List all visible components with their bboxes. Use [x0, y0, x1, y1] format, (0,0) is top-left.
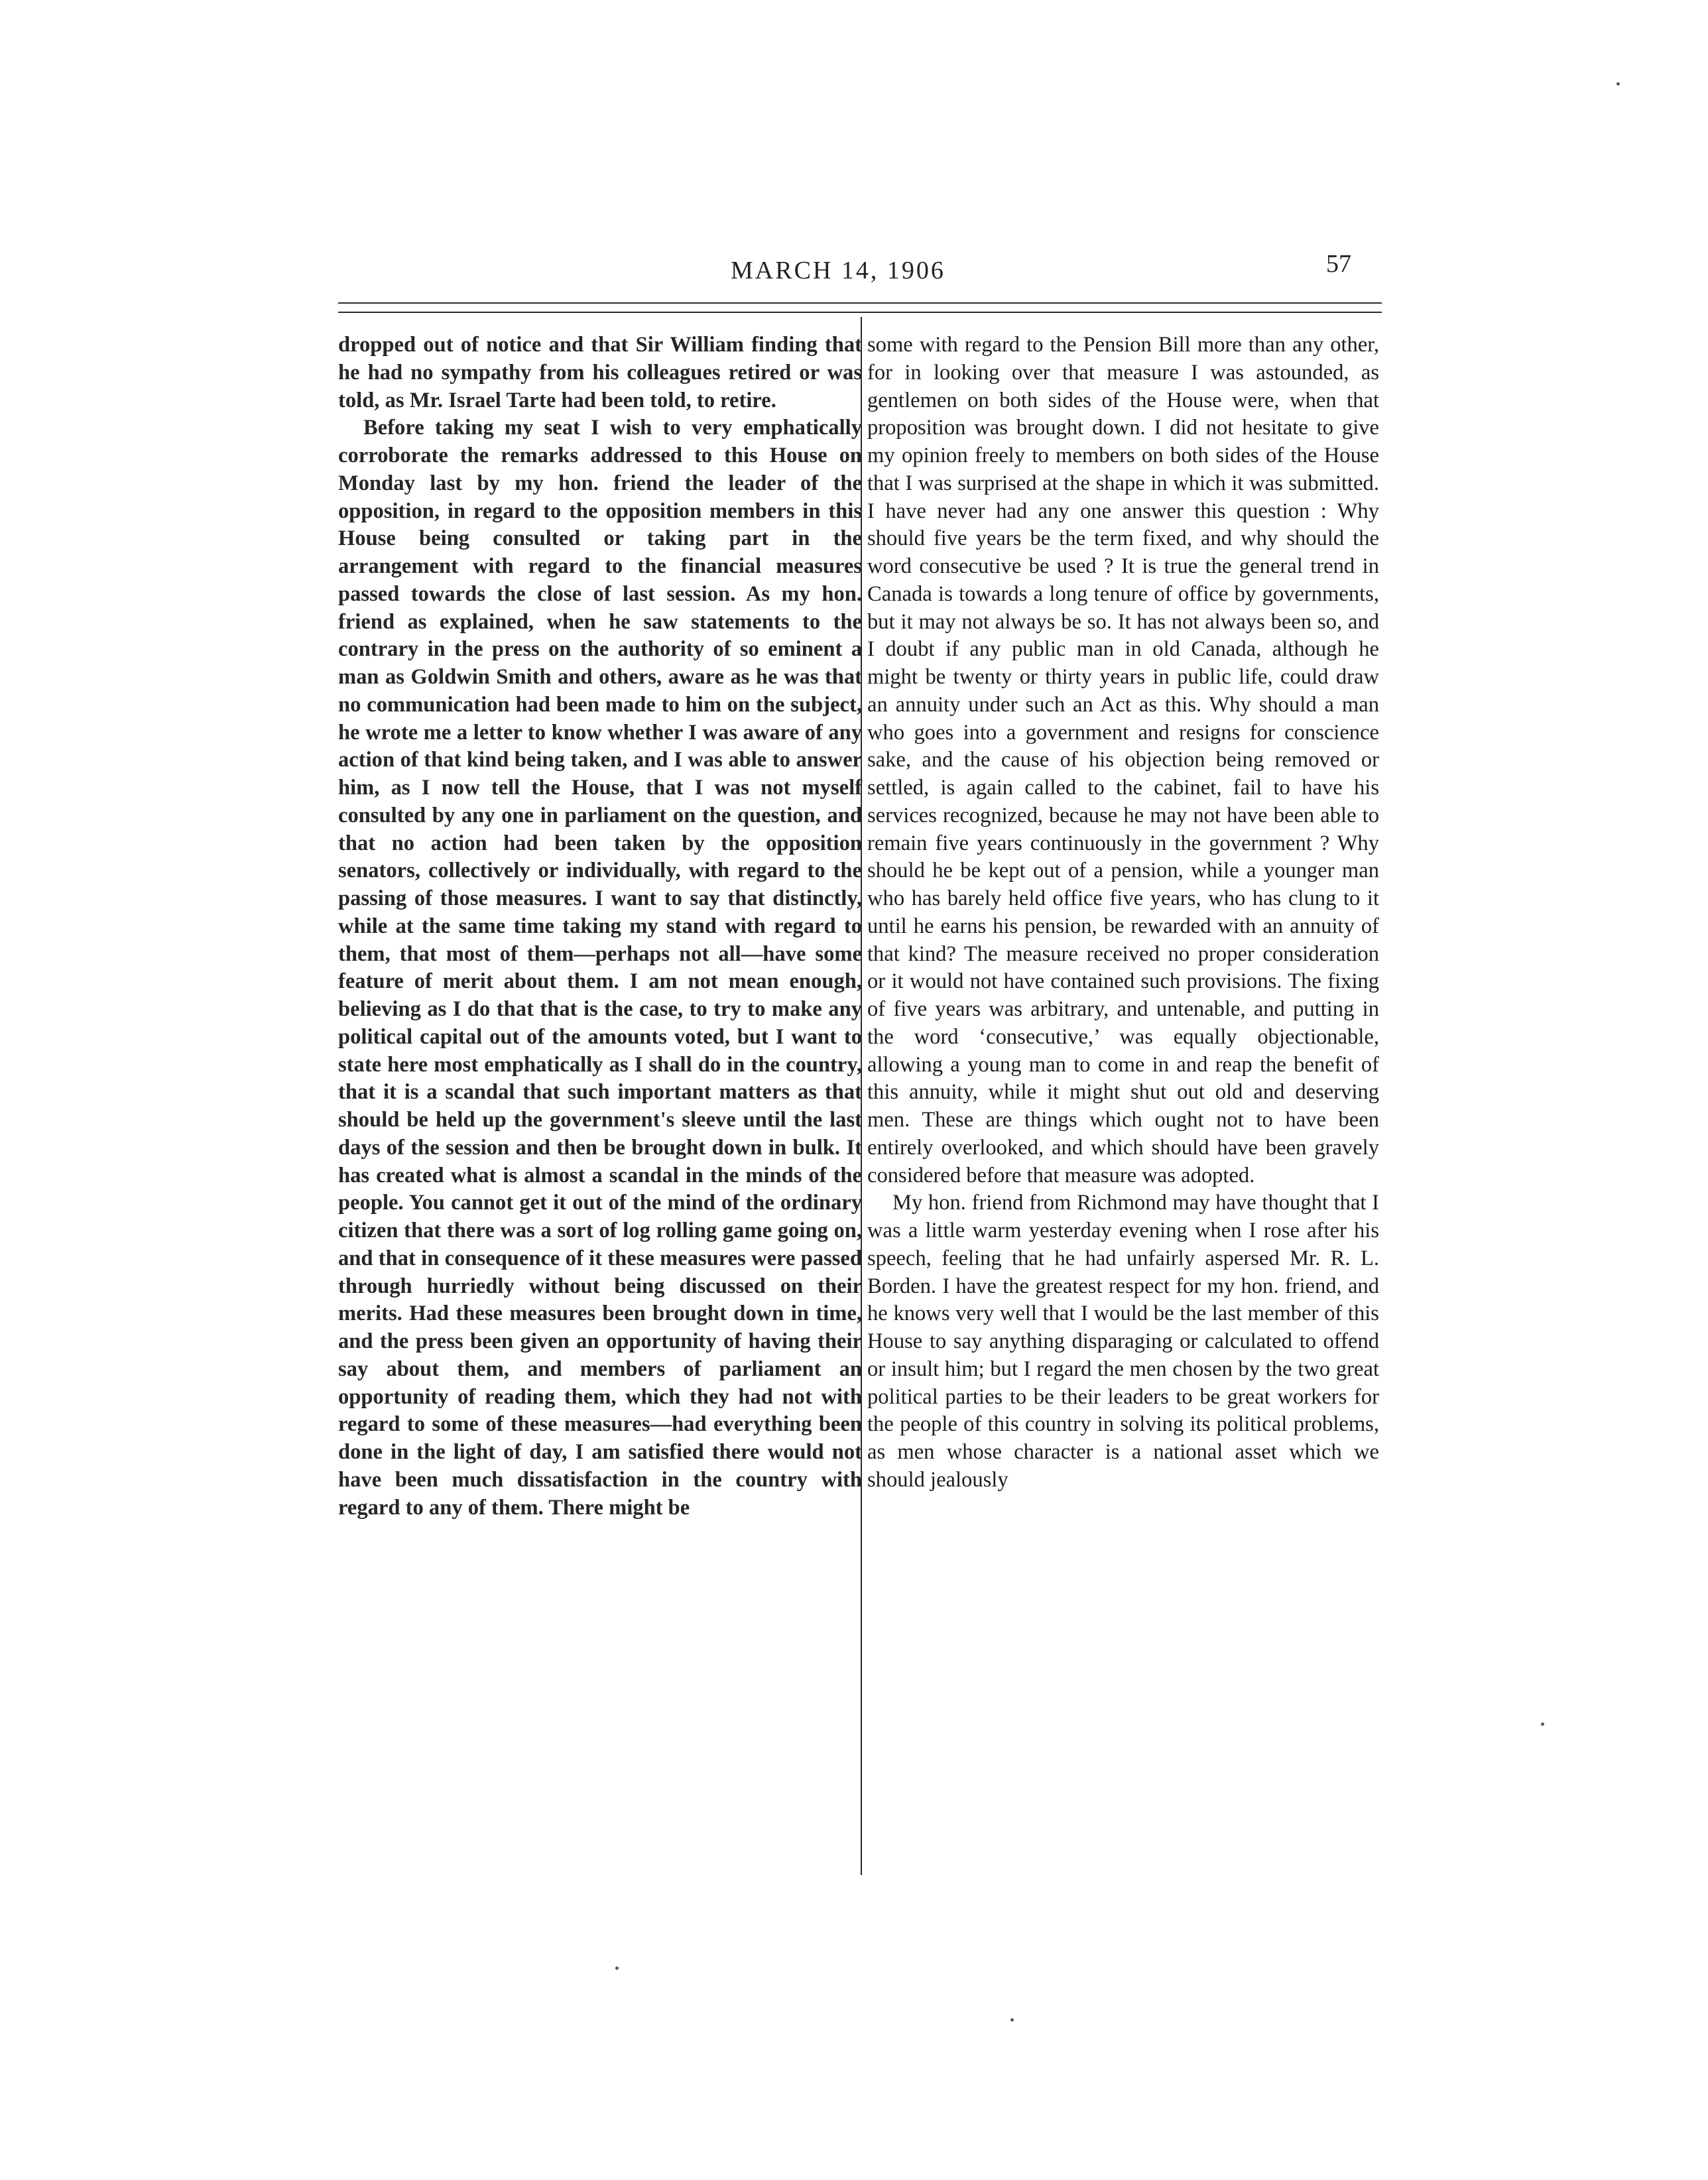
running-head: MARCH 14, 1906 [731, 257, 945, 284]
left-paragraph-2: Before taking my seat I wish to very emphatically corroborate the remarks addressed to this House on Monday last by my hon. friend the leader of the opposition, in regard to the opposition members in this House being consulted or taking part in the arrangement with regard to the financial measures passed towards the close of last session. As my hon. friend as explained, when he saw statements to the contrary in the press on the authority of so eminent a man as Goldwin Smith and others, aware as he was that no communication had been made to him on the subject, he wrote me a letter to know whether I was aware of any action of that kind being taken, and I was able to answer him, as I now tell the House, that I was not myself consulted by any one in parliament on the question, and that no action had been taken by the opposition senators, collectively or individually, with regard to the passing of those measures. I want to say that distinctly, while at the same time taking my stand with regard to them, that most of them—perhaps not all—have some feature of merit about them. I am not mean enough, believing as I do that that is the case, to try to make any political capital out of the amounts voted, but I want to state here most emphatically as I shall do in the country, that it is a scandal that such important matters as that should be held up the government's sleeve until the last days of the session and then be brought down in bulk. It has created what is almost a scandal in the minds of the people. You cannot get it out of the mind of the ordinary citizen that there was a sort of log rolling game going on, and that in consequence of it these measures were passed through hurriedly without being discussed on their merits. Had these measures been brought down in time, and the press been given an opportunity of having their say about them, and members of parliament an opportunity of reading them, which they had not with regard to some of these measures—had everything been done in the light of day, I am satisfied there would not have been much dissatisfaction in the country with regard to any of them. There might be [338, 416, 862, 1520]
paper-speck [615, 1967, 619, 1970]
paper-speck [1616, 82, 1620, 86]
paper-speck [1541, 1723, 1544, 1726]
page-number: 57 [1326, 250, 1351, 278]
header-rule-top [338, 302, 1382, 304]
paper-speck [1010, 2018, 1014, 2022]
right-column [867, 332, 1379, 1494]
header-rule-bottom [338, 312, 1382, 313]
right-paragraph-1: some with regard to the Pension Bill more than any other, for in looking over that measure I was astounded, as gentlemen on both sides of the House were, when that proposition was brought down. I did not hesitate to give my opinion freely to members on both sides of the House that I was surprised at the shape in which it was submitted. I have never had any one answer this question : Why should five years be the term fixed, and why should the word consecutive be used ? It is true the general trend in Canada is towards a long tenure of office by governments, but it may not always be so. It has not always been so, and I doubt if any public man in old Canada, although he might be twenty or thirty years in public life, could draw an annuity under such an Act as this. Why should a man who goes into a government and resigns for conscience sake, and the cause of his objection being removed or settled, is again called to the cabinet, fail to have his services recognized, because he may not have been able to remain five years continuously in the government ? Why should he be kept out of a pension, while a younger man who has barely held office five years, who has clung to it until he earns his pension, be rewarded with an annuity of that kind? The measure received no proper consideration or it would not have contained such provisions. The fixing of five years was arbitrary, and untenable, and putting in the word ‘consecutive,’ was equally objectionable, allowing a young man to come in and reap the benefit of this annuity, while it might shut out old and deserving men. These are things which ought not to have been entirely overlooked, and which should have been gravely considered before that measure was adopted. [867, 333, 1379, 1187]
left-column [338, 332, 862, 1522]
left-paragraph-1: dropped out of notice and that Sir William finding that he had no sympathy from his colleagues retired or was told, as Mr. Israel Tarte had been told, to retire. [338, 333, 862, 412]
page-header [0, 249, 1708, 289]
column-divider [861, 317, 862, 1875]
right-paragraph-2: My hon. friend from Richmond may have thought that I was a little warm yesterday evening when I rose after his speech, feeling that he had unfairly aspersed Mr. R. L. Borden. I have the greatest respect for my hon. friend, and he knows very well that I would be the last member of this House to say anything disparaging or calculated to offend or insult him; but I regard the men chosen by the two great political parties to be their leaders to be great workers for the people of this country in solving its political problems, as men whose character is a national asset which we should jealously [867, 1191, 1379, 1492]
